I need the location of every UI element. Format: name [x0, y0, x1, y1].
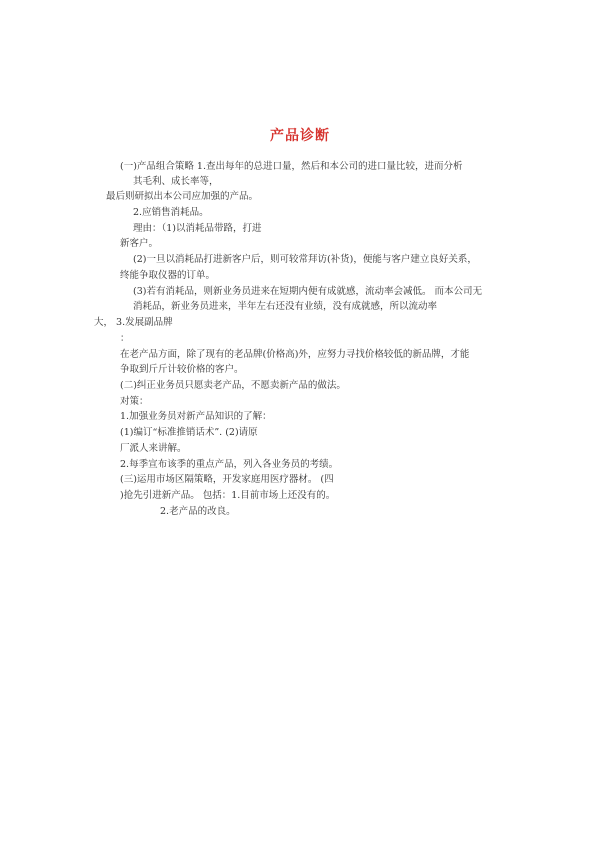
body-line: 终能争取仪器的订单。 — [120, 270, 216, 281]
body-line: 争取到斤斤计较价格的客户。 — [120, 364, 244, 375]
body-line: (3)若有消耗品，则新业务员进来在短期内便有成就感，流动率会减低。 而本公司无 — [133, 286, 482, 297]
body-line: 其毛利、成长率等， — [133, 176, 219, 187]
body-line: (2)一旦以消耗品打进新客户后，则可较常拜访(补货)，便能与客户建立良好关系， — [133, 254, 477, 265]
body-line: 厂派人来讲解。 — [120, 443, 187, 454]
body-line: 2.每季宣布该季的重点产品，列入各业务员的考绩。 — [120, 459, 339, 470]
body-line: 在老产品方面，除了现有的老品牌(价格高)外，应努力寻找价格较低的新品牌，才能 — [120, 349, 470, 360]
body-line: 最后则研拟出本公司应加强的产品。 — [106, 191, 259, 202]
body-line: 2.应销售消耗品。 — [133, 207, 209, 218]
body-line: (1)编订“标准推销话术”. (2)请原 — [120, 427, 258, 438]
body-line: (二)纠正业务员只愿卖老产品，不愿卖新产品的做法。 — [120, 380, 346, 391]
body-line: 大， 3.发展副品牌 — [94, 317, 173, 328]
body-line: (一)产品组合策略 1.查出每年的总进口量，然后和本公司的进口量比较，进而分析 — [120, 161, 463, 172]
body-line: 1.加强业务员对新产品知识的了解： — [120, 411, 272, 422]
body-line: (三)运用市场区隔策略，开发家庭用医疗器材。 (四 — [120, 474, 334, 485]
body-line: ： — [120, 333, 130, 344]
body-line: 消耗品，新业务员进来，半年左右还没有业绩，没有成就感，所以流动率 — [133, 301, 438, 312]
body-line: 2.老产品的改良。 — [160, 506, 236, 517]
body-line: 对策： — [120, 396, 149, 407]
body-line: 新客户。 — [120, 238, 159, 249]
body-line: 理由：（1)以消耗品带路，打进 — [133, 223, 262, 234]
body-line: )抢先引进新产品。 包括：1.目前市场上还没有的。 — [120, 490, 336, 501]
page-title: 产品诊断 — [270, 128, 330, 144]
